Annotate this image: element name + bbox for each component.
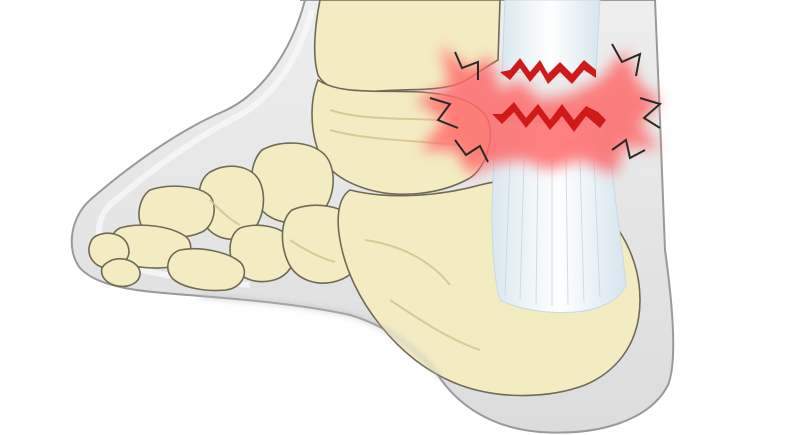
toe-phalanx-2	[102, 259, 140, 287]
